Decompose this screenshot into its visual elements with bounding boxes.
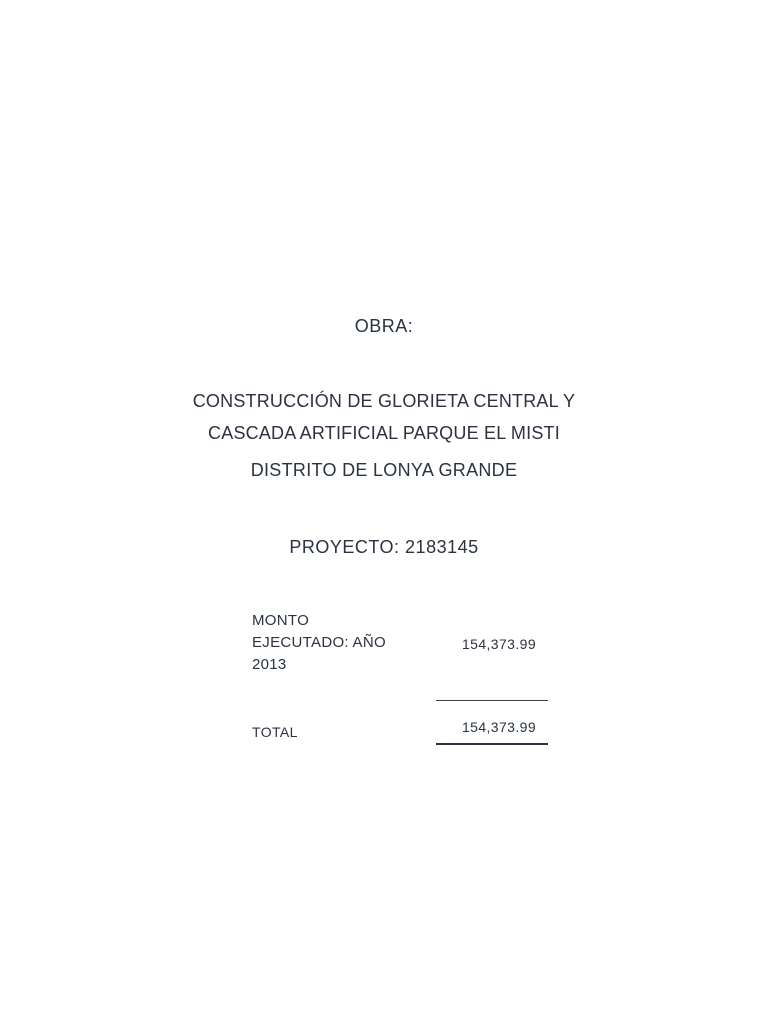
title-line-1: CONSTRUCCIÓN DE GLORIETA CENTRAL Y	[192, 391, 576, 411]
monto-label-line: 2013	[252, 656, 287, 673]
title-line-3: DISTRITO DE LONYA GRANDE	[250, 460, 518, 480]
monto-value: 154,373.99	[461, 636, 537, 652]
obra-label: OBRA:	[354, 316, 414, 336]
title-line-2: CASCADA ARTIFICIAL PARQUE EL MISTI	[208, 423, 560, 443]
project-code: PROYECTO: 2183145	[289, 537, 479, 557]
total-label: TOTAL	[252, 724, 298, 740]
monto-label	[252, 610, 412, 676]
monto-label-line: EJECUTADO: AÑO	[252, 634, 386, 651]
subtotal-rule	[436, 700, 548, 701]
monto-label-line: MONTO	[252, 612, 310, 629]
total-rule	[436, 743, 548, 745]
total-value: 154,373.99	[461, 719, 537, 735]
